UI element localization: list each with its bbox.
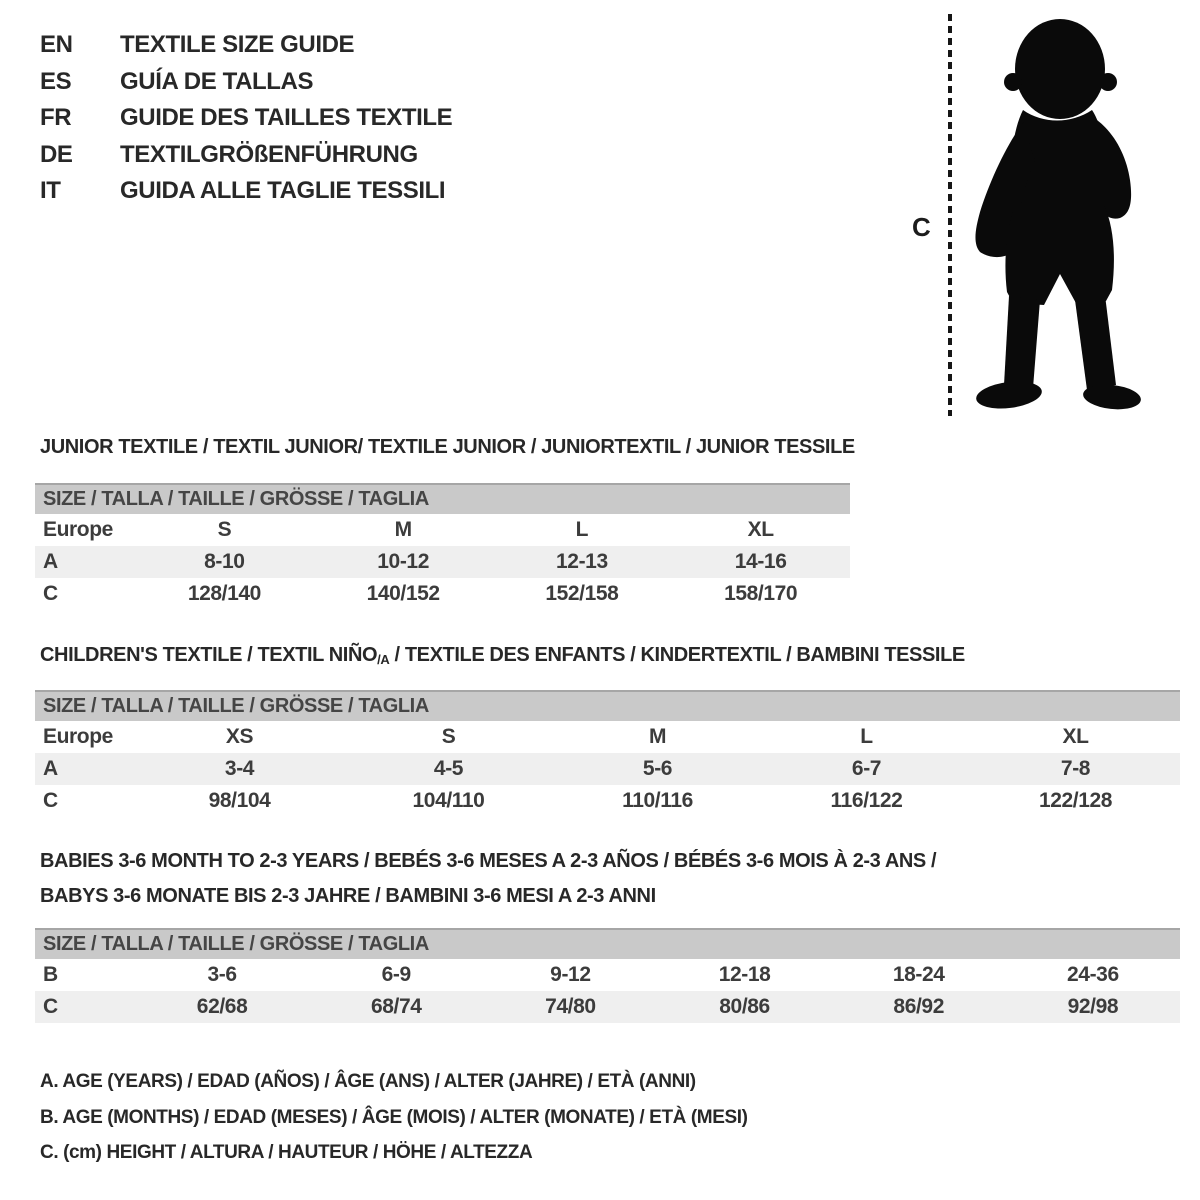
size-header-cell: L [860, 725, 873, 748]
size-header-cell: S [217, 518, 232, 541]
children-size-table [35, 690, 1180, 817]
footnote-height-cm: C. (cm) HEIGHT / ALTURA / HAUTEUR / HÖHE / ALTEZZA [40, 1142, 533, 1163]
value-cell: 8-10 [204, 550, 245, 573]
left-leg [1004, 296, 1040, 388]
children-age-row [35, 753, 1180, 785]
row-label-cell: B [43, 963, 58, 986]
language-title: GUÍA DE TALLAS [120, 67, 314, 95]
children-heading-subscript: /A [377, 652, 390, 667]
language-title: GUIDE DES TAILLES TEXTILE [120, 104, 453, 131]
language-row-en [40, 27, 452, 64]
junior-column-header-row [35, 514, 850, 546]
legend-footnotes [40, 1064, 748, 1171]
language-code: EN [40, 31, 73, 58]
babies-section-heading [40, 844, 936, 914]
size-bar: SIZE / TALLA / TAILLE / GRÖSSE / TAGLIA [35, 483, 850, 514]
value-cell: 92/98 [1067, 995, 1119, 1018]
language-code: FR [40, 104, 72, 131]
size-header-cell: S [441, 725, 456, 748]
height-measure-figure [890, 0, 1200, 440]
size-header-cell: XL [747, 518, 774, 541]
language-title-list [40, 27, 452, 210]
language-title: TEXTILE SIZE GUIDE [120, 31, 355, 58]
value-cell: 9-12 [550, 963, 591, 986]
babies-age-row [35, 959, 1180, 991]
value-cell: 104/110 [412, 789, 485, 812]
region-header-cell: Europe [43, 725, 113, 748]
junior-size-table [35, 483, 850, 610]
value-cell: 12-13 [556, 550, 608, 573]
babies-heading-line2: BABYS 3-6 MONATE BIS 2-3 JAHRE / BAMBINI 3-6 MESI A 2-3 ANNI [40, 885, 656, 907]
left-ear [1004, 73, 1022, 91]
value-cell: 7-8 [1060, 757, 1091, 780]
value-cell: 152/158 [545, 582, 619, 605]
size-bar: SIZE / TALLA / TAILLE / GRÖSSE / TAGLIA [35, 928, 1180, 959]
value-cell: 86/92 [893, 995, 944, 1018]
row-label-cell: C [43, 995, 58, 1018]
babies-size-table [35, 928, 1180, 1023]
row-label-cell: C [43, 789, 58, 812]
row-label-cell: A [43, 757, 58, 780]
footnote-age-years: A. AGE (YEARS) / EDAD (AÑOS) / ÂGE (ANS) / ALTER (JAHRE) / ETÀ (ANNI) [40, 1071, 696, 1092]
value-cell: 140/152 [366, 582, 440, 605]
size-header-cell: XL [1062, 725, 1089, 748]
value-cell: 128/140 [187, 582, 261, 605]
row-label-cell: A [43, 550, 58, 573]
shorts [1005, 205, 1114, 305]
size-bar: SIZE / TALLA / TAILLE / GRÖSSE / TAGLIA [35, 690, 1180, 721]
value-cell: 110/116 [622, 789, 693, 812]
children-height-row [35, 785, 1180, 817]
children-heading-rest: / TEXTILE DES ENFANTS / KINDERTEXTIL / BAMBINI TESSILE [389, 644, 965, 666]
language-code: IT [40, 177, 61, 204]
size-header-cell: M [648, 725, 667, 748]
toddler-silhouette-image [965, 12, 1150, 412]
junior-section-heading: JUNIOR TEXTILE / TEXTIL JUNIOR/ TEXTILE JUNIOR / JUNIORTEXTIL / JUNIOR TESSILE [40, 436, 855, 458]
children-column-header-row [35, 721, 1180, 753]
value-cell: 3-6 [207, 963, 237, 986]
children-heading-main: CHILDREN'S TEXTILE / TEXTIL NIÑO [40, 644, 378, 666]
footnote-age-months: B. AGE (MONTHS) / EDAD (MESES) / ÂGE (MOIS) / ALTER (MONATE) / ETÀ (MESI) [40, 1106, 748, 1128]
value-cell: 18-24 [892, 963, 945, 986]
value-cell: 4-5 [433, 757, 464, 780]
language-row-it [40, 173, 452, 210]
value-cell: 5-6 [642, 757, 673, 780]
value-cell: 98/104 [208, 789, 271, 812]
babies-height-row [35, 991, 1180, 1023]
region-header-cell: Europe [43, 518, 113, 541]
size-header-cell: L [575, 518, 589, 541]
language-code: ES [40, 67, 72, 95]
language-code: DE [40, 140, 73, 168]
value-cell: 6-7 [851, 757, 882, 780]
value-cell: 74/80 [545, 995, 596, 1018]
value-cell: 62/68 [196, 995, 248, 1018]
children-table-grid [35, 721, 1180, 817]
size-header-cell: M [394, 518, 412, 541]
right-leg [1075, 295, 1116, 390]
value-cell: 158/170 [724, 582, 798, 605]
right-ear [1099, 73, 1117, 91]
value-cell: 24-36 [1067, 963, 1119, 986]
value-cell: 12-18 [718, 963, 771, 986]
dashed-height-line [948, 14, 952, 416]
value-cell: 122/128 [1038, 789, 1113, 812]
measure-c-label: C [912, 212, 931, 242]
babies-heading-line1: BABIES 3-6 MONTH TO 2-3 YEARS / BEBÉS 3-6 MESES A 2-3 AÑOS / BÉBÉS 3-6 MOIS À 2-3 ANS / [40, 850, 937, 872]
junior-age-row [35, 546, 850, 578]
children-section-heading [40, 641, 965, 674]
junior-height-row [35, 578, 850, 610]
value-cell: 68/74 [370, 995, 422, 1018]
language-row-de [40, 137, 452, 174]
language-title: GUIDA ALLE TAGLIE TESSILI [120, 177, 446, 204]
value-cell: 6-9 [381, 963, 411, 986]
value-cell: 80/86 [719, 995, 770, 1018]
head [1015, 19, 1105, 119]
value-cell: 116/122 [830, 789, 903, 812]
value-cell: 10-12 [377, 550, 429, 573]
row-label-cell: C [43, 582, 58, 605]
babies-table-grid [35, 959, 1180, 1023]
language-row-fr [40, 100, 452, 137]
language-title: TEXTILGRÖßENFÜHRUNG [120, 140, 418, 168]
value-cell: 3-4 [224, 757, 255, 780]
size-header-cell: XS [225, 725, 254, 748]
junior-table-grid [35, 514, 850, 610]
language-row-es [40, 64, 452, 101]
value-cell: 14-16 [734, 550, 787, 573]
